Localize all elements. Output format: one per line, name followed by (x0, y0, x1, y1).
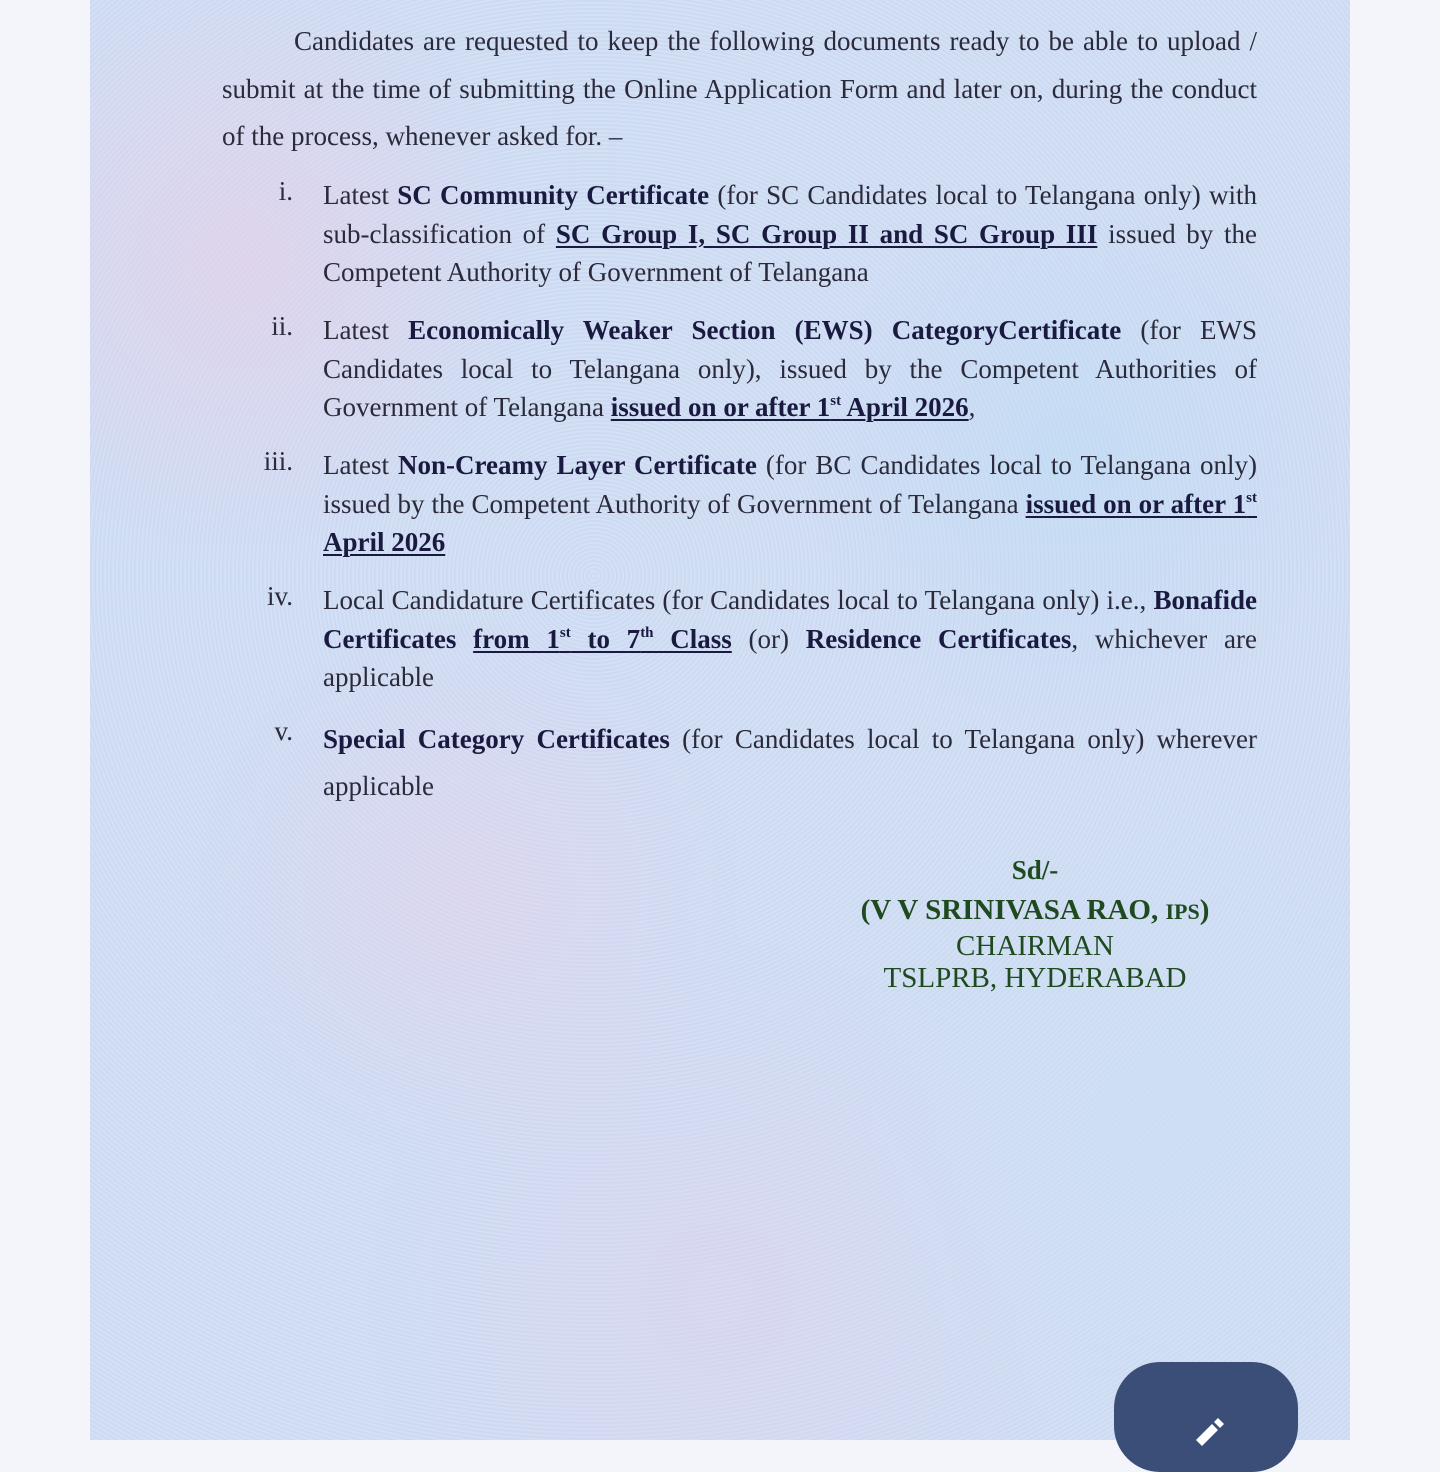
signatory-title: CHAIRMAN (956, 930, 1114, 962)
emphasis: SC Community Certificate (397, 180, 710, 210)
underlined-emphasis: SC Group I, SC Group II and SC Group III (555, 218, 1098, 249)
signature-sd: Sd/- (1011, 855, 1059, 885)
edit-button[interactable] (1114, 1362, 1298, 1472)
emphasis: Non-Creamy Layer Certificate (398, 450, 757, 480)
signatory-name: (V V SRINIVASA RAO, IPS) (860, 894, 1210, 926)
emphasis: Special Category Certificates (323, 724, 670, 754)
item-text: Special Category Certificates (for Candidates local to Telangana only) wherever applicable (323, 724, 1257, 801)
item-number: v. (274, 716, 293, 746)
underlined-emphasis: issued on or after 1st April 2026 (323, 488, 1257, 557)
underlined-emphasis: from 1st to 7th Class (473, 623, 732, 654)
signatory-office: TSLPRB, HYDERABAD (883, 962, 1187, 994)
emphasis: Economically Weaker Section (EWS) CategoryCertificate (408, 315, 1122, 345)
item-number: iv. (267, 581, 293, 611)
emphasis: Residence Certificates (805, 623, 1072, 654)
intro-paragraph: Candidates are requested to keep the following documents ready to be able to upload / submit at the time of submitting the Online Application Form and later on, during the conduct of the process, whenever asked for. – (222, 26, 1257, 151)
item-number: i. (278, 176, 293, 206)
edit-pencil-icon (1182, 1406, 1230, 1454)
item-text: Latest Non-Creamy Layer Certificate (for BC Candidates local to Telangana only) issued by the Competent Authority of Government of Telangana issued on or after 1st April 2026 (323, 450, 1257, 557)
item-number: iii. (263, 446, 293, 476)
item-text: Local Candidature Certificates (for Candidates local to Telangana only) i.e., Bonafide Certificates from 1st to 7th Class (or) Residence Certificates, whichever are applicable (323, 585, 1257, 692)
item-text: Latest SC Community Certificate (for SC Candidates local to Telangana only) with sub-classification of SC Group I, SC Group II and SC Group III issued by the Competent Authority of Government of Telangana (323, 180, 1257, 287)
emphasis: Bonafide Certificates (323, 585, 1257, 654)
item-number: ii. (271, 311, 293, 341)
underlined-emphasis: issued on or after 1st April 2026 (610, 392, 969, 422)
item-text: Latest Economically Weaker Section (EWS) CategoryCertificate (for EWS Candidates local to Telangana only), issued by the Competent Authorities of Government of Telangana issued on or after 1st April 2026, (323, 315, 1257, 422)
